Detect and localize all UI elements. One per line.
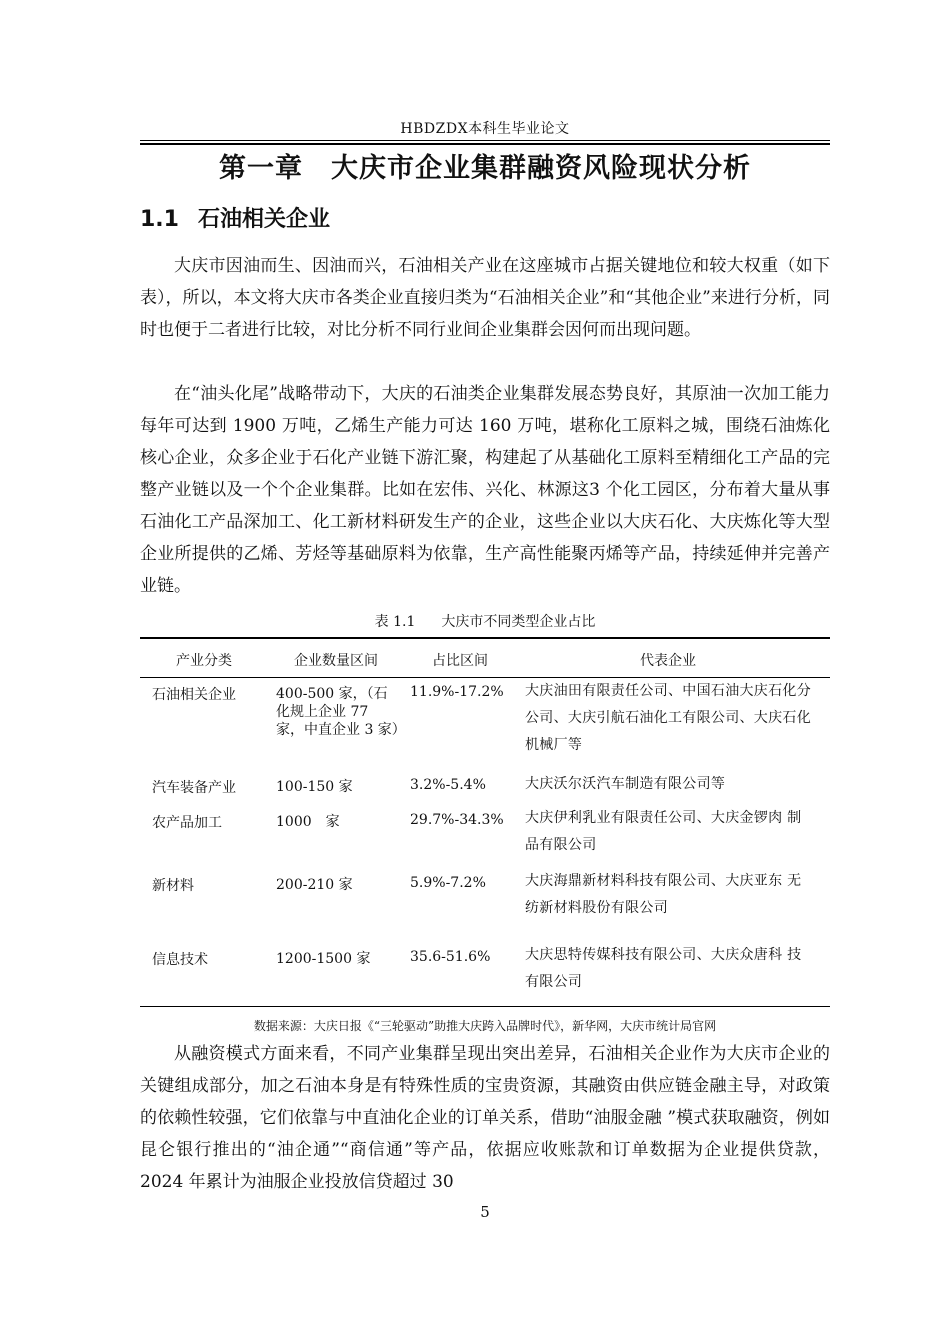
table-header-cell: 代表企业 bbox=[640, 653, 696, 669]
table-caption bbox=[140, 611, 830, 631]
cell-companies: 大庆海鼎新材料科技有限公司、大庆亚东 无纺新材料股份有限公司 bbox=[525, 873, 802, 916]
cell-count: 1200-1500 家 bbox=[276, 951, 371, 967]
page-number: 5 bbox=[480, 1203, 490, 1221]
cell-share: 5.9%-7.2% bbox=[410, 875, 486, 891]
cell-category: 信息技术 bbox=[152, 952, 208, 968]
body-paragraph: 在“油头化尾”战略带动下，大庆的石油类企业集群发展态势良好，其原油一次加工能力每年可达到 1900 万吨，乙烯生产能力可达 160 万吨，堪称化工原料之城，围绕石油炼化核心企业，众多企业于石化产业链下游汇聚，构建起了从基础化工原料至精细化工产品的完整产业链以及一个个企业集群。比如在宏伟、兴化、林源这3 个化工园区，分布着大量从事石油化工产品深加工、化工新材料研发生产的企业，这些企业以大庆石化、大庆炼化等大型企业所提供的乙烯、芳烃等基础原料为依靠，生产高性能聚丙烯等产品，持续延伸并完善产业链。 bbox=[140, 384, 830, 596]
cell-category: 石油相关企业 bbox=[152, 687, 236, 703]
table-row bbox=[140, 868, 830, 942]
running-header: HBDZDX本科生毕业论文 bbox=[400, 121, 570, 137]
body-paragraph: 大庆市因油而生、因油而兴，石油相关产业在这座城市占据关键地位和较大权重（如下表），所以，本文将大庆市各类企业直接归类为“石油相关企业”和“其他企业”来进行分析，同时也便于二者进行比较，对比分析不同行业间企业集群会因何而出现问题。 bbox=[140, 256, 830, 340]
table-header-cell: 占比区间 bbox=[432, 653, 488, 669]
cell-companies: 大庆沃尔沃汽车制造有限公司等 bbox=[525, 776, 726, 792]
cell-category: 汽车装备产业 bbox=[152, 780, 236, 796]
cell-share: 11.9%-17.2% bbox=[410, 684, 504, 700]
cell-companies: 大庆油田有限责任公司、中国石油大庆石化分公司、大庆引航石油化工有限公司、大庆石化机械厂等 bbox=[525, 683, 811, 753]
chapter-title: 第一章 大庆市企业集群融资风险现状分析 bbox=[219, 153, 751, 184]
header-rule-thick bbox=[140, 143, 830, 145]
header-rule-thin bbox=[140, 140, 830, 141]
table-caption-title: 大庆市不同类型企业占比 bbox=[441, 614, 596, 630]
table-header-cell: 企业数量区间 bbox=[294, 653, 378, 669]
body-paragraph: 从融资模式方面来看，不同产业集群呈现出突出差异，石油相关企业作为大庆市企业的关键组成部分，加之石油本身是有特殊性质的宝贵资源，其融资由供应链金融主导，对政策的依赖性较强，它们依靠与中直油化企业的订单关系，借助“油服金融 ”模式获取融资，例如昆仑银行推出的“油企通”“商信通”等产品，依据应收账款和订单数据为企业提供贷款，2024 年累计为油服企业投放信贷超过 30 bbox=[140, 1044, 830, 1192]
table-row bbox=[140, 678, 830, 769]
section-title: 石油相关企业 bbox=[198, 207, 331, 232]
cell-category: 农产品加工 bbox=[152, 815, 222, 831]
table-row bbox=[140, 769, 830, 805]
cell-category: 新材料 bbox=[152, 878, 194, 894]
table-header-cell: 产业分类 bbox=[176, 653, 232, 669]
section-heading bbox=[140, 202, 330, 233]
section-number: 1.1 bbox=[140, 207, 179, 232]
enterprise-share-table bbox=[140, 637, 830, 1007]
cell-share: 29.7%-34.3% bbox=[410, 812, 504, 828]
table-header-row bbox=[140, 639, 830, 678]
cell-count: 400-500 家，（石化规上企业 77 家，中直企业 3 家） bbox=[276, 686, 406, 738]
cell-share: 35.6-51.6% bbox=[410, 949, 491, 965]
table-row bbox=[140, 805, 830, 868]
table-caption-number: 表 1.1 bbox=[374, 614, 416, 630]
cell-count: 200-210 家 bbox=[276, 877, 353, 893]
cell-count: 100-150 家 bbox=[276, 779, 353, 795]
cell-companies: 大庆伊利乳业有限责任公司、大庆金锣肉 制品有限公司 bbox=[525, 810, 802, 853]
table-row bbox=[140, 942, 830, 1006]
table-source-note: 数据来源：大庆日报《“三轮驱动”助推大庆跨入品牌时代》，新华网，大庆市统计局官网 bbox=[253, 1019, 717, 1033]
cell-share: 3.2%-5.4% bbox=[410, 777, 486, 793]
cell-companies: 大庆思特传媒科技有限公司、大庆众唐科 技有限公司 bbox=[525, 947, 802, 990]
cell-count: 1000 家 bbox=[276, 814, 340, 830]
